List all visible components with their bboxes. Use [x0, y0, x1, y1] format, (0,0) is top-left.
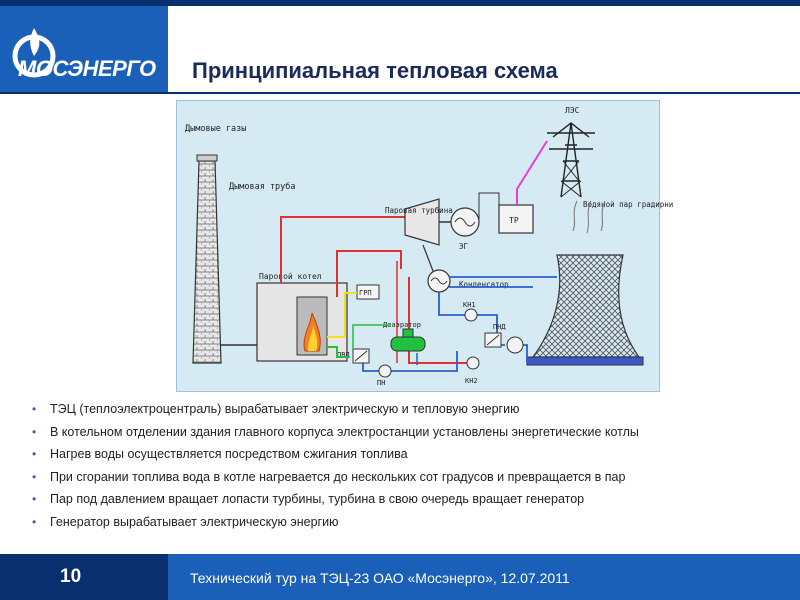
divider — [0, 92, 168, 94]
bullet-text: ТЭЦ (теплоэлектроцентраль) вырабатывает электрическую и тепловую энергию — [50, 402, 520, 416]
logo — [0, 6, 168, 92]
label-kn2: КН2 — [465, 377, 478, 385]
label-boiler: Паровой котел — [259, 272, 322, 281]
logo-text: МОСЭНЕРГО — [18, 56, 156, 81]
bullet-dot: • — [32, 469, 37, 484]
label-smoke-gases: Дымовые газы — [185, 124, 247, 134]
thermal-scheme-diagram — [176, 100, 674, 392]
pump-pn — [379, 365, 391, 377]
label-pnd: ПНД — [493, 323, 506, 331]
bullet-text: Нагрев воды осуществляется посредством сжигания топлива — [50, 447, 408, 462]
bullet-dot: • — [32, 447, 37, 462]
label-transformer: ТР — [509, 216, 519, 225]
chimney — [193, 155, 221, 363]
label-pvd: ПВД — [337, 351, 350, 359]
page-number: 10 — [60, 566, 82, 587]
bullet-text: Генератор вырабатывает электрическую энергию — [50, 514, 339, 529]
list-item — [32, 398, 792, 421]
divider — [168, 92, 800, 94]
bullet-list — [32, 398, 792, 534]
diagram-canvas — [177, 101, 674, 391]
bullet-dot: • — [32, 402, 37, 416]
label-water-vapor: Водяной пар градирни — [583, 200, 674, 209]
label-steam-turbine: Паровая турбина — [385, 206, 453, 215]
list-item — [32, 421, 792, 444]
footer-text: Технический тур на ТЭЦ-23 ОАО «Мосэнерго», 12.07.2011 — [190, 570, 570, 586]
label-power-line: ЛЭС — [565, 106, 580, 115]
bullet-text: При сгорании топлива вода в котле нагревается до нескольких сот градусов и превращается в пар — [50, 469, 626, 484]
list-item — [32, 511, 792, 534]
cooling-tower — [527, 201, 643, 365]
list-item — [32, 488, 792, 511]
label-condenser: Конденсатор — [459, 280, 509, 289]
list-item — [32, 443, 792, 466]
label-deaerator: Деаэратор — [383, 321, 421, 329]
power-line-tower — [547, 123, 595, 197]
pump-kn1 — [465, 309, 477, 321]
page-title: Принципиальная тепловая схема — [192, 58, 558, 83]
list-item — [32, 466, 792, 489]
bullet-dot: • — [32, 492, 37, 507]
label-grp: ГРП — [359, 289, 372, 297]
label-chimney: Дымовая труба — [229, 182, 296, 192]
deaerator — [391, 329, 425, 351]
header — [0, 0, 800, 90]
pump-main — [507, 337, 523, 353]
label-kn1: КН1 — [463, 301, 476, 309]
boiler — [257, 283, 347, 361]
label-generator: ЭГ — [459, 242, 469, 251]
bullet-text: В котельном отделении здания главного корпуса электростанции установлены энергетические котлы — [50, 424, 639, 439]
page-number-block — [0, 554, 168, 600]
bullet-dot: • — [32, 514, 37, 529]
pump-kn2 — [467, 357, 479, 369]
label-pn: ПН — [377, 379, 386, 387]
bullet-dot: • — [32, 424, 37, 439]
bullet-text: Пар под давлением вращает лопасти турбины, турбина в свою очередь вращает генератор — [50, 492, 585, 507]
